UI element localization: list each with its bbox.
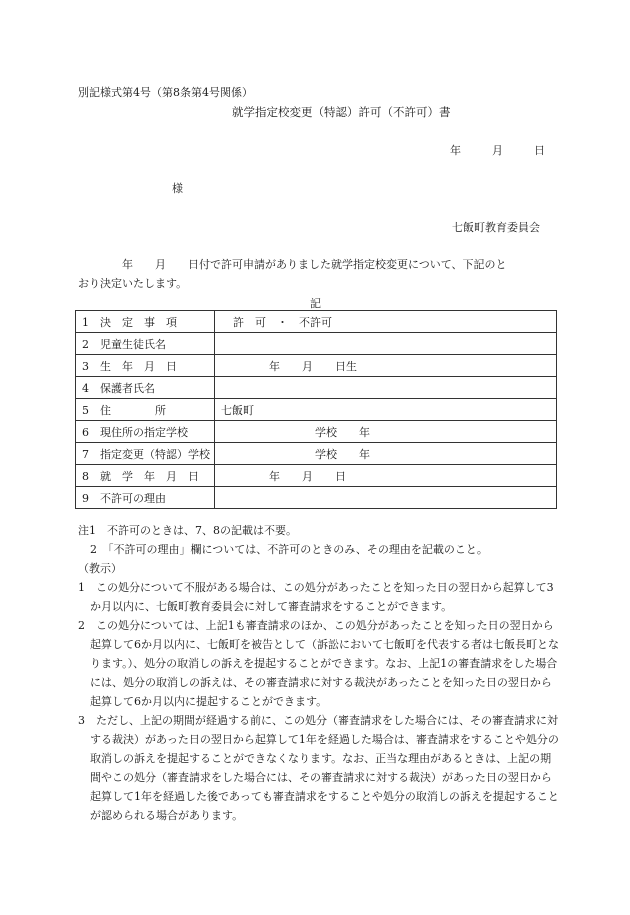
note-1: 注1 不許可のときは、7、8の記載は不要。 — [78, 524, 297, 537]
row-label: 4 保護者氏名 — [76, 377, 215, 399]
row-value — [215, 377, 557, 399]
row-value — [215, 487, 557, 509]
document-title: 就学指定校変更（特認）許可（不許可）書 — [232, 105, 451, 119]
table-row — [76, 443, 557, 465]
date-year: 年 — [450, 144, 461, 157]
row-label: 8 就 学 年 月 日 — [76, 465, 215, 487]
table-row — [76, 377, 557, 399]
row-value: 学校 年 — [215, 443, 557, 465]
row-label: 5 住 所 — [76, 399, 215, 421]
row-value — [215, 333, 557, 355]
row-value: 学校 年 — [215, 421, 557, 443]
table-row — [76, 333, 557, 355]
body-text-line1: 年 月 日付で許可申請がありました就学指定校変更について、下記のと — [122, 258, 507, 271]
decision-table — [75, 310, 557, 509]
table-row — [76, 465, 557, 487]
instruction-item-1: 1 この処分について不服がある場合は、この処分があったことを知った日の翌日から起算して3か月以内に、七飯町教育委員会に対して審査請求をすることができます。 — [78, 581, 554, 613]
row-value: 年 月 日 — [215, 465, 557, 487]
row-label: 9 不許可の理由 — [76, 487, 215, 509]
ki-heading: 記 — [310, 297, 321, 310]
row-label: 6 現住所の指定学校 — [76, 421, 215, 443]
body-text-line2: おり決定いたします。 — [78, 277, 188, 290]
row-label: 3 生 年 月 日 — [76, 355, 215, 377]
date-line — [450, 142, 545, 158]
table-row — [76, 355, 557, 377]
notes-section — [78, 521, 560, 825]
date-day: 日 — [534, 144, 545, 157]
addressee-suffix: 様 — [172, 182, 183, 195]
kyoji-heading: （教示） — [78, 562, 122, 575]
row-value: 七飯町 — [215, 399, 557, 421]
table-row — [76, 311, 557, 333]
date-month: 月 — [492, 144, 503, 157]
table-row — [76, 399, 557, 421]
issuer: 七飯町教育委員会 — [452, 221, 540, 234]
row-label: 2 児童生徒氏名 — [76, 333, 215, 355]
form-id: 別記様式第4号（第8条第4号関係） — [78, 86, 253, 99]
table-row — [76, 421, 557, 443]
row-label: 7 指定変更（特認）学校 — [76, 443, 215, 465]
note-2: 2 「不許可の理由」欄については、不許可のときのみ、その理由を記載のこと。 — [90, 543, 488, 556]
table-row — [76, 487, 557, 509]
row-value: 年 月 日生 — [215, 355, 557, 377]
row-label: 1 決 定 事 項 — [76, 311, 215, 333]
row-value: 許 可 ・ 不許可 — [215, 311, 557, 333]
instruction-item-2: 2 この処分については、上記1も審査請求のほか、この処分があったことを知った日の翌日から起算して6か月以内に、七飯町を被告として（訴訟において七飯町を代表する者は七飯長町となります。）、処分の取消しの訴えを提起することができます。なお、上記1の審査請求をした場合には、処分の取消しの訴えは、その審査請求に対する裁決があったことを知った日の翌日から起算して6か月以内に提起することができます。 — [78, 619, 559, 708]
instruction-item-3: 3 ただし、上記の期間が経過する前に、この処分（審査請求をした場合には、その審査請求に対する裁決）があった日の翌日から起算して1年を経過した場合は、審査請求をすることや処分の取消しの訴えを提起することができなくなります。なお、正当な理由があるときは、上記の期間やこの処分（審査請求をした場合には、その審査請求に対する裁決）があった日の翌日から起算して1年を経過した後であっても審査請求をすることや処分の取消しの訴えを提起することが認められる場合があります。 — [78, 714, 559, 822]
